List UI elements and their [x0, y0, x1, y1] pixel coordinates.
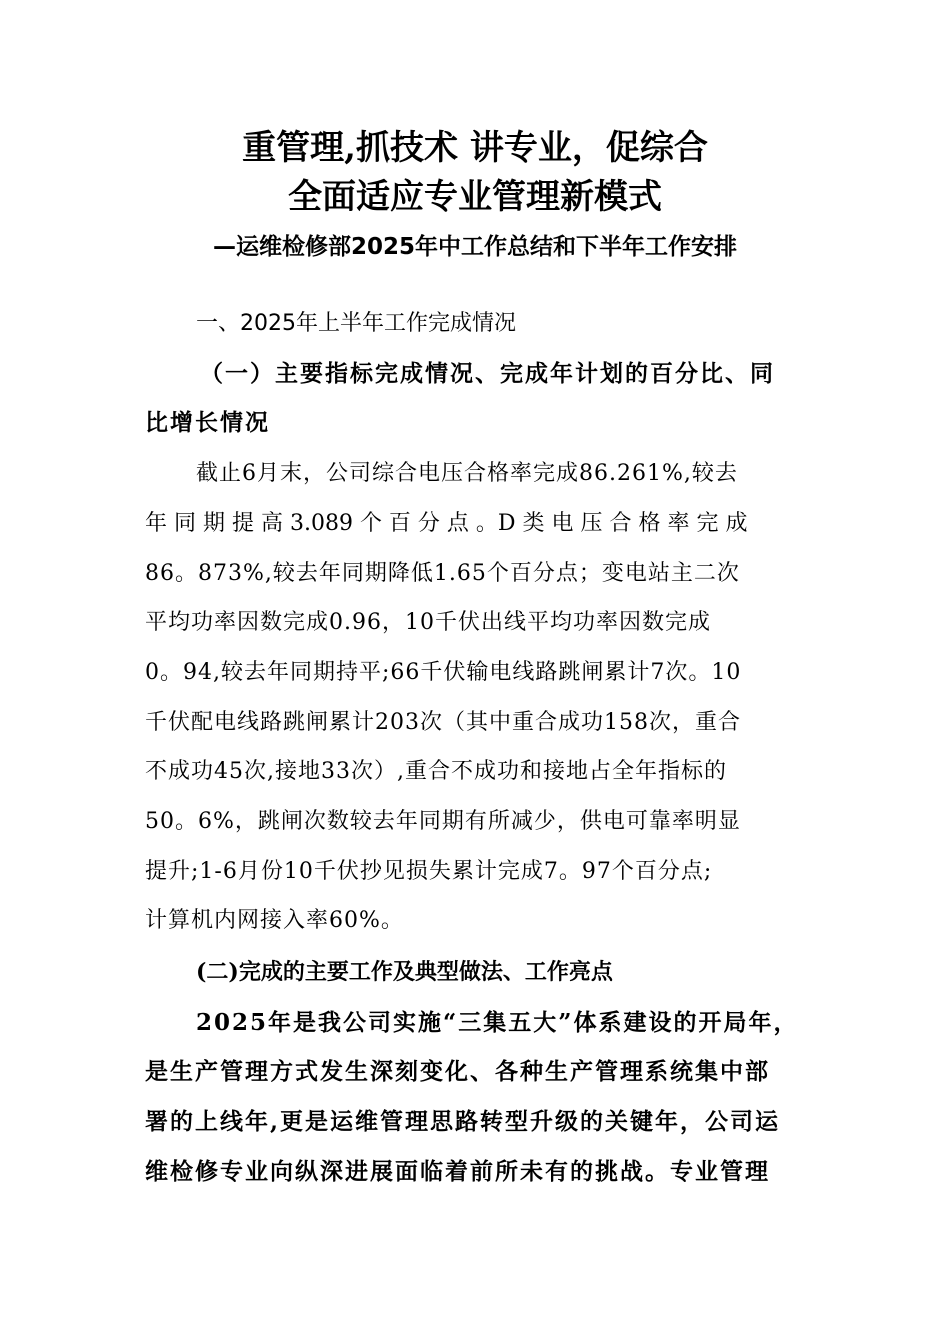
para1-line: 50。6%，跳闸次数较去年同期有所减少，供电可靠率明显 — [145, 809, 741, 834]
para1-line: 不成功45次,接地33次）,重合不成功和接地占全年指标的 — [145, 759, 727, 784]
para1-line: 提升;1-6月份10千伏抄见损失累计完成7。97个百分点; — [145, 859, 713, 884]
para1-line: 千伏配电线路跳闸累计203次（其中重合成功158次，重合 — [145, 710, 741, 735]
para1-line: 年 同 期 提 高 3.089 个 百 分 点 。D 类 电 压 合 格 率 完 成 — [145, 511, 748, 536]
para1-line: 截止6月末，公司综合电压合格率完成86.261%,较去 — [196, 461, 738, 486]
para1-line: 计算机内网接入率60%。 — [145, 908, 404, 933]
document-title-line-1: 重管理,抓技术 讲专业，促综合 — [242, 128, 708, 168]
para2-line: 是生产管理方式发生深刻变化、各种生产管理系统集中部 — [145, 1058, 770, 1085]
para2-line: 2025年是我公司实施“三集五大”体系建设的开局年， — [196, 1009, 799, 1036]
document-title-line-2: 全面适应专业管理新模式 — [288, 177, 662, 217]
subsection-2-heading: (二)完成的主要工作及典型做法、工作亮点 — [196, 959, 613, 985]
section-1-heading: 一、2025年上半年工作完成情况 — [196, 311, 516, 336]
para2-line: 维检修专业向纵深进展面临着前所未有的挑战。专业管理 — [145, 1158, 770, 1185]
para2-line: 署的上线年,更是运维管理思路转型升级的关键年，公司运 — [145, 1108, 781, 1135]
document-subtitle: —运维检修部2025年中工作总结和下半年工作安排 — [212, 234, 737, 260]
subsection-1-heading-line-1: （一）主要指标完成情况、完成年计划的百分比、同 — [200, 360, 775, 387]
para1-line: 平均功率因数完成0.96，10千伏出线平均功率因数完成 — [145, 610, 711, 635]
para1-line: 0。94,较去年同期持平;66千伏输电线路跳闸累计7次。10 — [145, 660, 742, 685]
para1-line: 86。873%,较去年同期降低1.65个百分点；变电站主二次 — [145, 561, 740, 586]
subsection-1-heading-line-2: 比增长情况 — [145, 409, 270, 436]
